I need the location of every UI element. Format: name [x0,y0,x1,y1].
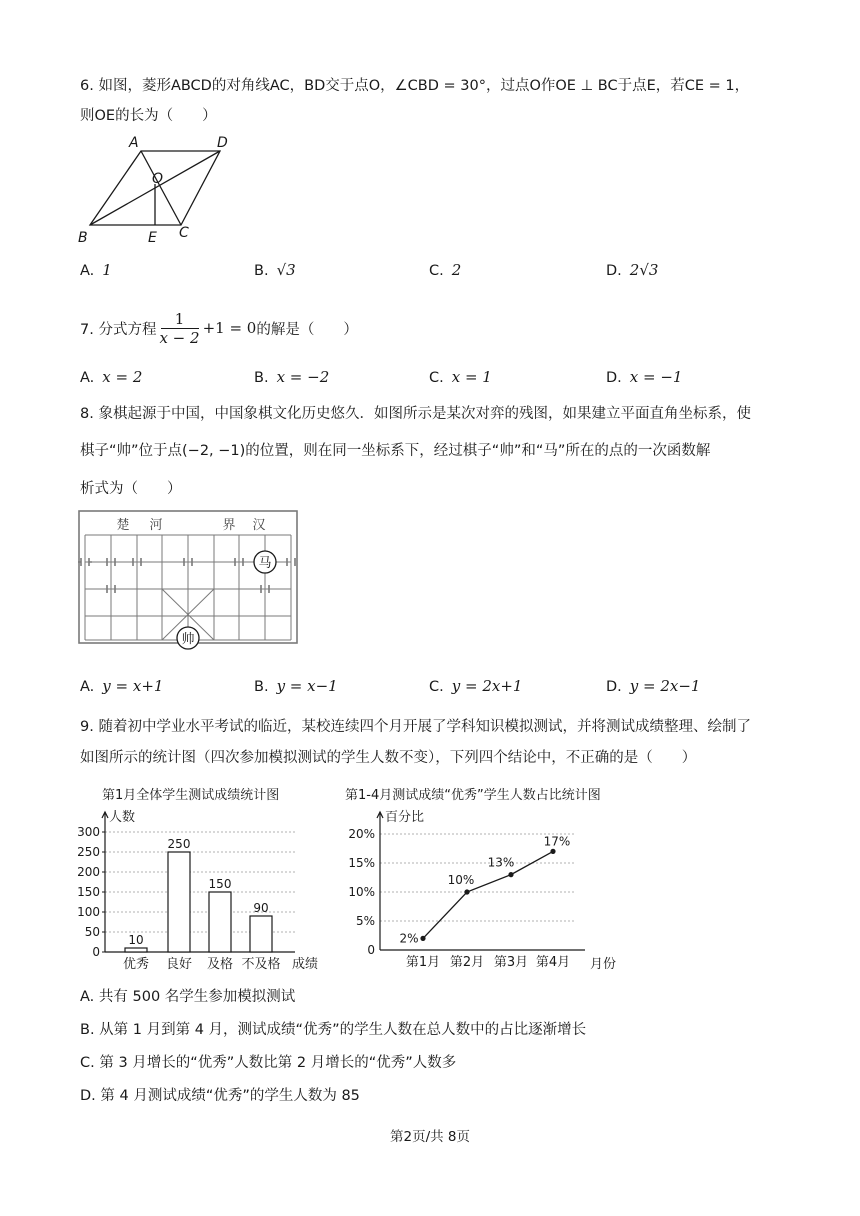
line-data-label: 13% [487,855,515,870]
bar-data-label: 150 [208,877,232,891]
q8-option-b[interactable]: B. y = x−1 [254,677,338,695]
line-point-3 [508,872,513,877]
bar-chart-ylabel: 人数 [109,810,136,825]
line-point-4 [550,849,555,854]
line-data-label: 17% [543,834,571,849]
line-ytick-label: 10% [348,885,375,899]
rhombus-figure [75,132,245,247]
bar-4 [250,916,272,952]
bar-x-tick-label: 及格 [206,957,234,972]
line-data-label: 2% [399,931,419,946]
q7-prefix: 7. 分式方程 [80,321,157,338]
line-chart-ylabel: 百分比 [385,810,425,825]
q7-option-b[interactable]: B. x = −2 [254,368,330,386]
bar-ytick-label: 0 [92,945,100,959]
q9-option-b[interactable]: B. 从第 1 月到第 4 月，测试成绩“优秀”的学生人数在总人数中的占比逐渐增长 [80,1022,587,1038]
label-o: O [152,171,164,187]
line-data-label: 10% [447,873,475,887]
board-text-han: 汉 [252,518,266,533]
q6-option-c[interactable]: C. 2 [429,261,462,279]
line-x-tick-label: 第4月 [535,955,571,970]
line-point-1 [420,936,425,941]
line-point-2 [464,889,469,894]
q8-option-d[interactable]: D. y = 2x−1 [606,677,701,695]
label-a: A [129,135,139,151]
q7-option-c[interactable]: C. x = 1 [429,368,492,386]
q7-numerator: 1 [174,309,185,328]
q6-option-b[interactable]: B. √3 [254,261,296,279]
q9-stem-line1: 9. 随着初中学业水平考试的临近，某校连续四个月开展了学科知识模拟测试，并将测试成绩整理、绘制了 [80,719,751,735]
bar-ytick-label: 150 [77,885,100,899]
bar-x-tick-label: 不及格 [241,957,281,972]
bar-chart [75,800,335,975]
q7-equation-rest: +1 = 0 [202,319,257,337]
line-chart [340,800,640,975]
line-chart-title: 第1-4月测试成绩“优秀”学生人数占比统计图 [345,788,601,803]
piece-ma-label: 马 [258,556,272,571]
q8-stem-line2: 棋子“帅”位于点(−2, −1)的位置，则在同一坐标系下，经过棋子“帅”和“马”所在的点的一次函数解 [80,443,711,459]
board-text-he: 河 [149,518,163,533]
q8-stem-line3: 析式为（ ） [80,481,182,497]
q7-stem [80,306,358,350]
diagonal-ac [141,151,181,225]
piece-shuai-label: 帅 [181,632,195,647]
bar-data-label: 10 [128,933,144,947]
bar-3 [209,892,231,952]
bar-x-tick-label: 良好 [165,957,193,972]
line-chart-xlabel: 月份 [590,957,617,972]
q6-option-d[interactable]: D. 2√3 [606,261,659,279]
bar-chart-title: 第1月全体学生测试成绩统计图 [102,788,280,803]
q6-option-a[interactable]: A. 1 [80,261,112,279]
board-text-chu: 楚 [116,518,130,533]
page-footer: 第2页/共 8页 [389,1129,471,1145]
piece-shuai [177,627,199,649]
line-x-tick-label: 第2月 [449,955,485,970]
line-x-tick-label: 第1月 [405,955,441,970]
line-ytick-label: 20% [348,827,375,841]
bar-ytick-label: 50 [84,925,100,939]
bar-ytick-label: 100 [77,905,100,919]
line-ytick-label: 15% [348,856,375,870]
label-b: B [78,230,88,246]
piece-ma [254,551,276,573]
bar-chart-xlabel: 成绩 [292,957,319,972]
bar-data-label: 90 [253,901,269,915]
q6-stem-line1: 6. 如图，菱形ABCD的对角线AC，BD交于点O，∠CBD = 30°，过点O作OE ⊥ BC于点E，若CE = 1， [80,78,750,94]
q7-denominator: x − 2 [159,328,200,347]
q7-suffix: 的解是（ ） [256,321,358,338]
q6-stem-line2: 则OE的长为（ ） [80,108,217,124]
q9-stem-line2: 如图所示的统计图（四次参加模拟测试的学生人数不变），下列四个结论中，不正确的是（ ） [80,750,697,766]
q8-stem-line1: 8. 象棋起源于中国，中国象棋文化历史悠久．如图所示是某次对弈的残图，如果建立平面直角坐标系，使 [80,406,751,422]
bar-2 [168,852,190,952]
label-e: E [148,230,157,246]
bar-1 [125,948,147,952]
bar-ytick-label: 200 [77,865,100,879]
board-text-jie: 界 [222,518,236,533]
q7-option-d[interactable]: D. x = −1 [606,368,683,386]
bar-x-tick-label: 优秀 [122,957,150,972]
q8-option-c[interactable]: C. y = 2x+1 [429,677,523,695]
q9-option-a[interactable]: A. 共有 500 名学生参加模拟测试 [80,989,296,1005]
bar-data-label: 250 [167,837,191,851]
chess-board-figure [76,508,302,654]
label-d: D [217,135,228,151]
q7-fraction [159,310,199,347]
q9-option-d[interactable]: D. 第 4 月测试成绩“优秀”的学生人数为 85 [80,1088,360,1104]
bar-ytick-label: 250 [77,845,100,859]
line-x-tick-label: 第3月 [493,955,529,970]
line-ytick-label: 5% [355,914,375,928]
line-ytick-label: 0 [367,943,375,957]
label-c: C [179,225,189,241]
bar-ytick-label: 300 [77,825,100,839]
q9-option-c[interactable]: C. 第 3 月增长的“优秀”人数比第 2 月增长的“优秀”人数多 [80,1055,457,1071]
q7-option-a[interactable]: A. x = 2 [80,368,143,386]
q8-option-a[interactable]: A. y = x+1 [80,677,164,695]
